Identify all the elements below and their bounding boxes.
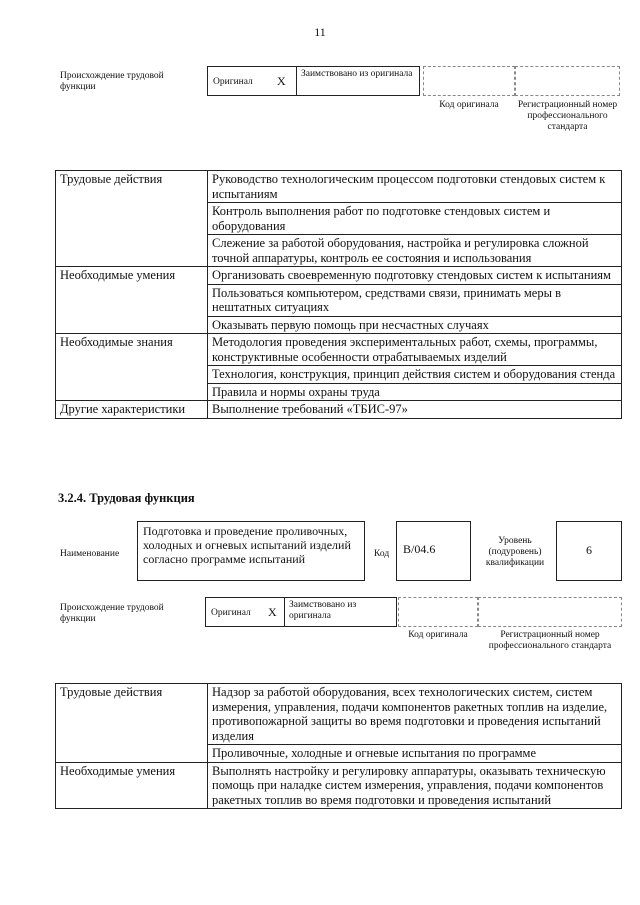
other-header: Другие характеристики <box>56 401 208 419</box>
origin-code-box <box>423 66 515 96</box>
knowledge-item: Правила и нормы охраны труда <box>208 383 622 401</box>
knowledge-header: Необходимые знания <box>56 334 208 401</box>
other-item: Выполнение требований «ТБИС-97» <box>208 401 622 419</box>
action-item: Надзор за работой оборудования, всех технологических систем, систем измерения, управления, подачи компонентов ракетных топлив на изделие, противопожарной защиты во время подготовки и проведения испытаний изделия <box>208 684 622 745</box>
section-heading: 3.2.4. Трудовая функция <box>58 491 195 505</box>
action-item: Проливочные, холодные и огневые испытания по программе <box>208 745 622 763</box>
name-label: Наименование <box>60 549 120 559</box>
level-value: 6 <box>556 521 622 581</box>
name-value: Подготовка и проведение проливочных, холодных и огневых испытаний изделий согласно программе испытаний <box>137 521 365 581</box>
origin-label: Происхождение трудовой функции <box>60 71 164 92</box>
action-item: Контроль выполнения работ по подготовке стендовых систем и оборудования <box>208 203 622 235</box>
origin-divider <box>296 66 297 96</box>
skill-item: Выполнять настройку и регулировку аппаратуры, оказывать техническую помощь при наладке систем измерения, управления, подачи компонентов ракетных топлив во время подготовки и проведения испытаний <box>208 762 622 809</box>
origin-reg-label: Регистрационный номер профессионального стандарта <box>517 100 618 132</box>
action-item: Руководство технологическим процессом подготовки стендовых систем к испытаниям <box>208 171 622 203</box>
skills-header: Необходимые умения <box>56 762 208 809</box>
function-table-1 <box>55 170 622 419</box>
code-value: B/04.6 <box>396 521 471 581</box>
origin-original: Оригинал <box>213 77 253 87</box>
origin-original: Оригинал <box>211 608 251 618</box>
origin-mark: X <box>277 74 286 88</box>
origin-mark: X <box>268 605 277 619</box>
origin-code-label: Код оригинала <box>408 630 468 640</box>
origin-borrowed: Заимствовано из оригинала <box>289 600 357 621</box>
origin-code-label: Код оригинала <box>439 100 499 110</box>
origin-label: Происхождение трудовой функции <box>60 603 164 624</box>
actions-header: Трудовые действия <box>56 171 208 267</box>
skills-header: Необходимые умения <box>56 267 208 334</box>
skill-item: Пользоваться компьютером, средствами связи, принимать меры в нештатных ситуациях <box>208 284 622 316</box>
origin-code-box <box>398 597 478 627</box>
origin-reg-label: Регистрационный номер профессионального стандарта <box>488 630 612 651</box>
level-label: Уровень (подуровень) квалификации <box>485 536 545 568</box>
action-item: Слежение за работой оборудования, настройка и регулировка сложной точной аппаратуры, контроль ее состояния и использования <box>208 235 622 267</box>
knowledge-item: Технология, конструкция, принцип действия систем и оборудования стенда <box>208 366 622 384</box>
knowledge-item: Методология проведения экспериментальных работ, схемы, программы, конструктивные особенности отрабатываемых изделий <box>208 334 622 366</box>
skill-item: Организовать своевременную подготовку стендовых систем к испытаниям <box>208 267 622 285</box>
actions-header: Трудовые действия <box>56 684 208 763</box>
page-number: 11 <box>314 25 326 39</box>
origin-reg-box <box>478 597 622 627</box>
origin-borrowed: Заимствовано из оригинала <box>301 69 413 79</box>
origin-divider <box>284 597 285 627</box>
skill-item: Оказывать первую помощь при несчастных случаях <box>208 316 622 334</box>
function-table-2 <box>55 683 622 809</box>
code-label: Код <box>374 549 390 559</box>
origin-reg-box <box>515 66 620 96</box>
